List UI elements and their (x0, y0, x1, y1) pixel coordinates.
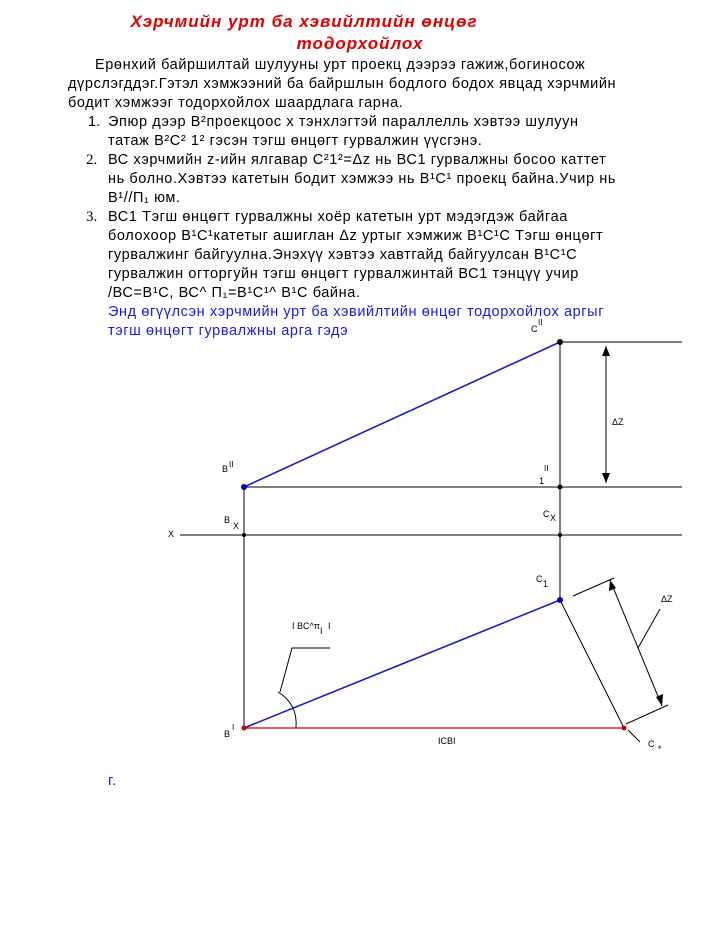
horizontal-projection-b1c1 (244, 600, 560, 728)
point-b2 (241, 484, 247, 490)
label-1-2-sup: II (544, 464, 549, 473)
c-star-leader (628, 730, 640, 742)
step-2-line-1: ВС хэрчмийн z-ийн ялгавар С²1²=Δz нь ВС1 гурвалжны босоо каттет (108, 152, 607, 168)
step-2-number: 2. (86, 152, 98, 168)
dz-top-arrow-up (602, 346, 610, 356)
label-b2-sup: II (229, 460, 234, 469)
step-1-line-2: татаж В²С² 1² гэсэн тэгш өнцөгт гурвалжин үүсгэнэ. (108, 133, 483, 149)
point-bx (242, 533, 246, 537)
point-cx (558, 533, 562, 537)
step-1-line-1: Эпюр дээр В²проекцоос х тэнхлэгтэй параллелль хэвтээ шулуун (108, 114, 579, 130)
step-3-line-4: гурвалжин огторгуйн тэгш өнцөгт гурвалжинтай ВС1 тэнцүү учир (108, 266, 579, 282)
point-c1 (557, 597, 563, 603)
label-c-star-sub: * (658, 744, 662, 754)
conclusion-line-1: Энд өгүүлсэн хэрчмийн урт ба хэвийлтийн өнцөг тодорхойлох аргыг (108, 304, 605, 320)
step-3-line-5: /ВС=В¹С, ВС^ П₁=В¹С¹^ В¹С байна. (108, 285, 361, 301)
step-3-line-1: ВС1 Тэгш өнцөгт гурвалжны хоёр катетын урт мэдэгдэж байгаа (108, 209, 568, 225)
c-perpendicular-line (560, 600, 624, 728)
point-c-star (622, 726, 627, 731)
point-b1 (242, 726, 247, 731)
label-b1: B (224, 729, 231, 739)
dz-bottom-arrow-down (656, 694, 663, 706)
step-2-line-3: В¹//П₁ юм. (108, 190, 181, 206)
dz-leader-line (638, 609, 660, 648)
label-c1: C (536, 574, 543, 584)
step-3-line-2: болохоор В¹С¹катетыг ашиглан Δz уртыг хэмжиж В¹С¹С Тэгш өнцөгт (108, 228, 604, 244)
dz-bottom-extension-1 (573, 578, 614, 596)
label-dz-top: ΔZ (612, 417, 624, 427)
label-bx: B (224, 515, 231, 525)
step-3-line-3: гурвалжинг байгуулна.Энэхүү хэвтээ хавтгайд байгуулсан В¹С¹С (108, 247, 578, 263)
conclusion-line-2: тэгш өнцөгт гурвалжны арга гэдэ (108, 323, 349, 339)
label-c1-sub: 1 (543, 579, 549, 589)
label-angle: I BC^π (292, 621, 320, 631)
label-c-star: C (648, 739, 655, 749)
dz-bottom-extension-2 (626, 705, 668, 724)
label-angle-end: I (328, 621, 331, 631)
page-title: Хэрчмийн урт ба хэвийлтийн өнцөг (130, 12, 478, 31)
label-b1-sup: I (232, 723, 235, 732)
label-cx-sub: X (550, 513, 557, 523)
step-3-number: 3. (86, 209, 98, 225)
label-dz-bottom: ΔZ (661, 594, 673, 604)
intro-line-2: дүрслэгддэг.Гэтэл хэмжээний ба байршлын бодлого бодох явцад хэрчмийн (68, 76, 617, 92)
page-title-continued: тодорхойлох (296, 34, 424, 53)
label-c2: C (531, 324, 538, 334)
label-b2: B (222, 464, 229, 474)
label-1-2: 1 (539, 476, 545, 486)
label-bx-sub: X (233, 521, 240, 531)
label-c2-sup: II (538, 318, 543, 327)
point-c2 (557, 339, 563, 345)
dz-top-arrow-down (602, 473, 610, 483)
intro-line-1: Ерөнхий байршилтай шулууны урт проекц дээрээ гажиж,богиносож (95, 57, 586, 73)
label-x-axis: X (168, 529, 175, 539)
label-cx: C (543, 509, 550, 519)
footer-text: г. (108, 773, 117, 789)
intro-line-3: бодит хэмжээг тодорхойлох шаардлага гарна. (68, 95, 404, 111)
dz-bottom-arrow-up (609, 580, 616, 591)
point-1-2 (558, 485, 563, 490)
frontal-projection-b2c2 (244, 342, 560, 487)
dz-bottom-dimension (610, 580, 662, 706)
step-2-line-2: нь болно.Хэвтээ катетын бодит хэмжээ нь В¹С¹ проекц байна.Учир нь (108, 171, 617, 187)
label-angle-sub: I (320, 626, 323, 636)
angle-leader (280, 648, 330, 692)
label-true-length: ICBI (438, 736, 456, 746)
step-1-number: 1. (88, 114, 101, 130)
